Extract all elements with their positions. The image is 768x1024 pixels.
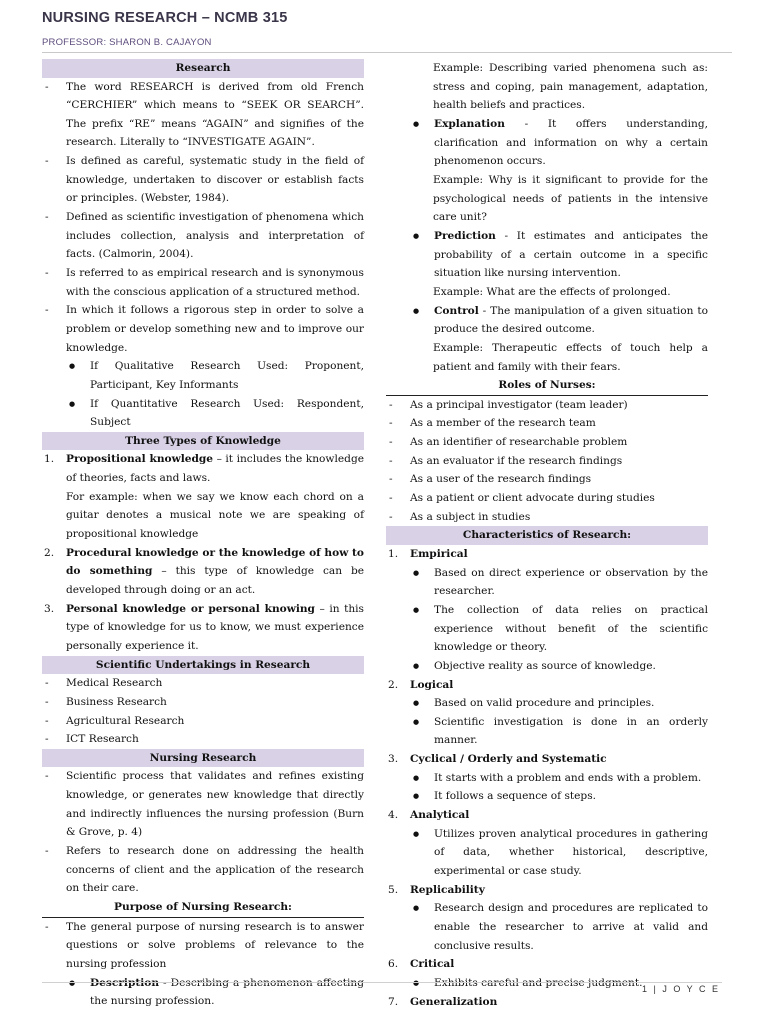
characteristic-bullet: ● It starts with a problem and ends with a problem. bbox=[386, 769, 708, 788]
bullet-term: Prediction bbox=[434, 229, 496, 242]
undertaking-item: - Business Research bbox=[42, 693, 364, 712]
section-heading-undertakings: Scientific Undertakings in Research bbox=[42, 656, 364, 675]
item-term: Cyclical / Orderly and Systematic bbox=[410, 753, 607, 766]
characteristic-bullet: ● Utilizes proven analytical procedures in gathering of data, whether historical, descriptive, experimental or case study. bbox=[386, 825, 708, 881]
item-term: Empirical bbox=[410, 547, 468, 560]
purpose-example: Example: Describing varied phenomena such as: stress and coping, pain management, adaptation, health beliefs and practices. bbox=[433, 62, 708, 112]
research-sub-bullet: ● If Qualitative Research Used: Proponent, Participant, Key Informants bbox=[42, 357, 364, 394]
page-footer: 1 | J O Y C E bbox=[641, 984, 720, 994]
item-number: 1. bbox=[388, 547, 399, 560]
item-term: Procedural knowledge or the knowledge of how to do something bbox=[66, 546, 364, 578]
characteristic-item bbox=[386, 806, 708, 825]
item-number: 2. bbox=[388, 678, 399, 691]
research-item: - In which it follows a rigorous step in order to solve a problem or develop something new and to improve our knowledge. bbox=[42, 301, 364, 357]
bullet-text: - Describing a phenomenon affecting the nursing profession. bbox=[90, 976, 364, 1008]
characteristic-item bbox=[386, 955, 708, 974]
purpose-example: Example: Therapeutic effects of touch help a patient and family with their fears. bbox=[433, 341, 708, 373]
item-term: Replicability bbox=[410, 883, 485, 896]
item-term: Generalization bbox=[410, 995, 498, 1008]
item-term: Critical bbox=[410, 958, 455, 971]
header-divider bbox=[42, 52, 732, 53]
section-heading-knowledge: Three Types of Knowledge bbox=[42, 432, 364, 451]
item-term: Logical bbox=[410, 678, 454, 691]
role-item: - As a user of the research findings bbox=[386, 470, 708, 489]
nursing-research-item: - Refers to research done on addressing the health concerns of client and the application of the research on their care. bbox=[42, 842, 364, 898]
purpose-bullet-control bbox=[386, 302, 708, 339]
role-item: - As a member of the research team bbox=[386, 414, 708, 433]
characteristic-item bbox=[386, 750, 708, 769]
page-header bbox=[42, 0, 732, 53]
research-item: - Defined as scientific investigation of phenomena which includes collection, analysis and interpretation of facts. (Calmorin, 2004). bbox=[42, 208, 364, 264]
undertaking-item: - ICT Research bbox=[42, 730, 364, 749]
bullet-term: Description bbox=[90, 976, 160, 989]
bullet-term: Explanation bbox=[434, 117, 505, 130]
bullet-text: - The manipulation of a given situation to produce the desired outcome. bbox=[434, 304, 708, 336]
undertaking-item: - Agricultural Research bbox=[42, 712, 364, 731]
left-column bbox=[42, 59, 364, 1011]
bullet-text: - It offers understanding, clarification and information on why a certain phenomenon occurs. bbox=[434, 117, 708, 168]
research-item: - The word RESEARCH is derived from old French “CERCHIER” which means to “SEEK OR SEARCH”. The prefix “RE” means “AGAIN” and signifies of the research. Literally to “INVESTIGATE AGAIN”. bbox=[42, 78, 364, 153]
characteristic-bullet: ● It follows a sequence of steps. bbox=[386, 787, 708, 806]
purpose-example: Example: Why is it significant to provide for the psychological needs of patients in the intensive care unit? bbox=[433, 173, 708, 224]
item-number: 2. bbox=[44, 546, 55, 559]
research-item: - Is defined as careful, systematic study in the field of knowledge, undertaken to discover or establish facts or principles. (Webster, 1984). bbox=[42, 152, 364, 208]
bullet-term: Control bbox=[434, 304, 479, 317]
knowledge-item bbox=[42, 600, 364, 656]
undertaking-item: - Medical Research bbox=[42, 674, 364, 693]
role-item: - As a principal investigator (team leader) bbox=[386, 396, 708, 415]
item-term: Personal knowledge or personal knowing bbox=[66, 602, 315, 615]
purpose-example: Example: What are the effects of prolonged. bbox=[433, 285, 671, 298]
purpose-bullet-prediction bbox=[386, 227, 708, 283]
item-number: 5. bbox=[388, 883, 399, 896]
role-item: - As an evaluator if the research findings bbox=[386, 452, 708, 471]
knowledge-item bbox=[42, 544, 364, 600]
item-term: Propositional knowledge bbox=[66, 453, 214, 466]
research-item: - Is referred to as empirical research and is synonymous with the conscious application of a structured method. bbox=[42, 264, 364, 301]
footer-divider bbox=[42, 982, 722, 983]
characteristic-bullet: ● Scientific investigation is done in an orderly manner. bbox=[386, 713, 708, 750]
characteristic-bullet: ● Based on direct experience or observation by the researcher. bbox=[386, 564, 708, 601]
characteristic-item bbox=[386, 545, 708, 564]
section-heading-roles: Roles of Nurses: bbox=[386, 376, 708, 396]
research-sub-bullet: ● If Quantitative Research Used: Respondent, Subject bbox=[42, 395, 364, 432]
characteristic-bullet: ● Research design and procedures are replicated to enable the researcher to arrive at valid and conclusive results. bbox=[386, 899, 708, 955]
characteristic-bullet: ● Based on valid procedure and principles. bbox=[386, 694, 708, 713]
item-number: 3. bbox=[44, 602, 55, 615]
two-column-body bbox=[42, 59, 732, 1011]
role-item: - As a patient or client advocate during studies bbox=[386, 489, 708, 508]
nursing-research-item: - Scientific process that validates and refines existing knowledge, or generates new knowledge that directly and indirectly influences the nursing profession (Burn & Grove, p. 4) bbox=[42, 767, 364, 842]
bullet-text: - It estimates and anticipates the probability of a certain outcome in a specific situation like nursing intervention. bbox=[434, 229, 708, 280]
knowledge-item bbox=[42, 450, 364, 487]
purpose-bullet-explanation bbox=[386, 115, 708, 171]
section-heading-research: Research bbox=[42, 59, 364, 78]
knowledge-example: For example: when we say we know each chord on a guitar denotes a musical note we are speaking of propositional knowledge bbox=[66, 490, 364, 541]
section-heading-purpose: Purpose of Nursing Research: bbox=[42, 898, 364, 918]
role-item: - As a subject in studies bbox=[386, 508, 708, 527]
item-number: 7. bbox=[388, 995, 399, 1008]
characteristic-bullet: ● Exhibits careful and precise judgment. bbox=[386, 974, 708, 993]
purpose-item: - The general purpose of nursing research is to answer questions or solve problems of relevance to the nursing profession bbox=[42, 918, 364, 974]
section-heading-nursing-research: Nursing Research bbox=[42, 749, 364, 768]
role-item: - As an identifier of researchable problem bbox=[386, 433, 708, 452]
characteristic-bullet: ● The collection of data relies on practical experience without benefit of the scientific knowledge or theory. bbox=[386, 601, 708, 657]
item-number: 3. bbox=[388, 753, 399, 766]
item-number: 6. bbox=[388, 958, 399, 971]
item-text: – in this type of knowledge for us to know, we must experience personally experience it. bbox=[66, 602, 364, 653]
section-heading-characteristics: Characteristics of Research: bbox=[386, 526, 708, 545]
right-column bbox=[386, 59, 708, 1011]
characteristic-item bbox=[386, 676, 708, 695]
item-number: 4. bbox=[388, 809, 399, 822]
item-term: Analytical bbox=[410, 809, 470, 822]
professor-line: PROFESSOR: SHARON B. CAJAYON bbox=[42, 37, 212, 48]
characteristic-bullet: ● Objective reality as source of knowledge. bbox=[386, 657, 708, 676]
document-title: NURSING RESEARCH – NCMB 315 bbox=[42, 10, 288, 26]
purpose-bullet-description bbox=[42, 974, 364, 1011]
item-text: – this type of knowledge can be developed through doing or an act. bbox=[66, 565, 364, 597]
characteristic-item bbox=[386, 993, 708, 1012]
characteristic-item bbox=[386, 881, 708, 900]
item-number: 1. bbox=[44, 453, 55, 466]
item-text: – it includes the knowledge of theories, facts and laws. bbox=[66, 453, 364, 485]
